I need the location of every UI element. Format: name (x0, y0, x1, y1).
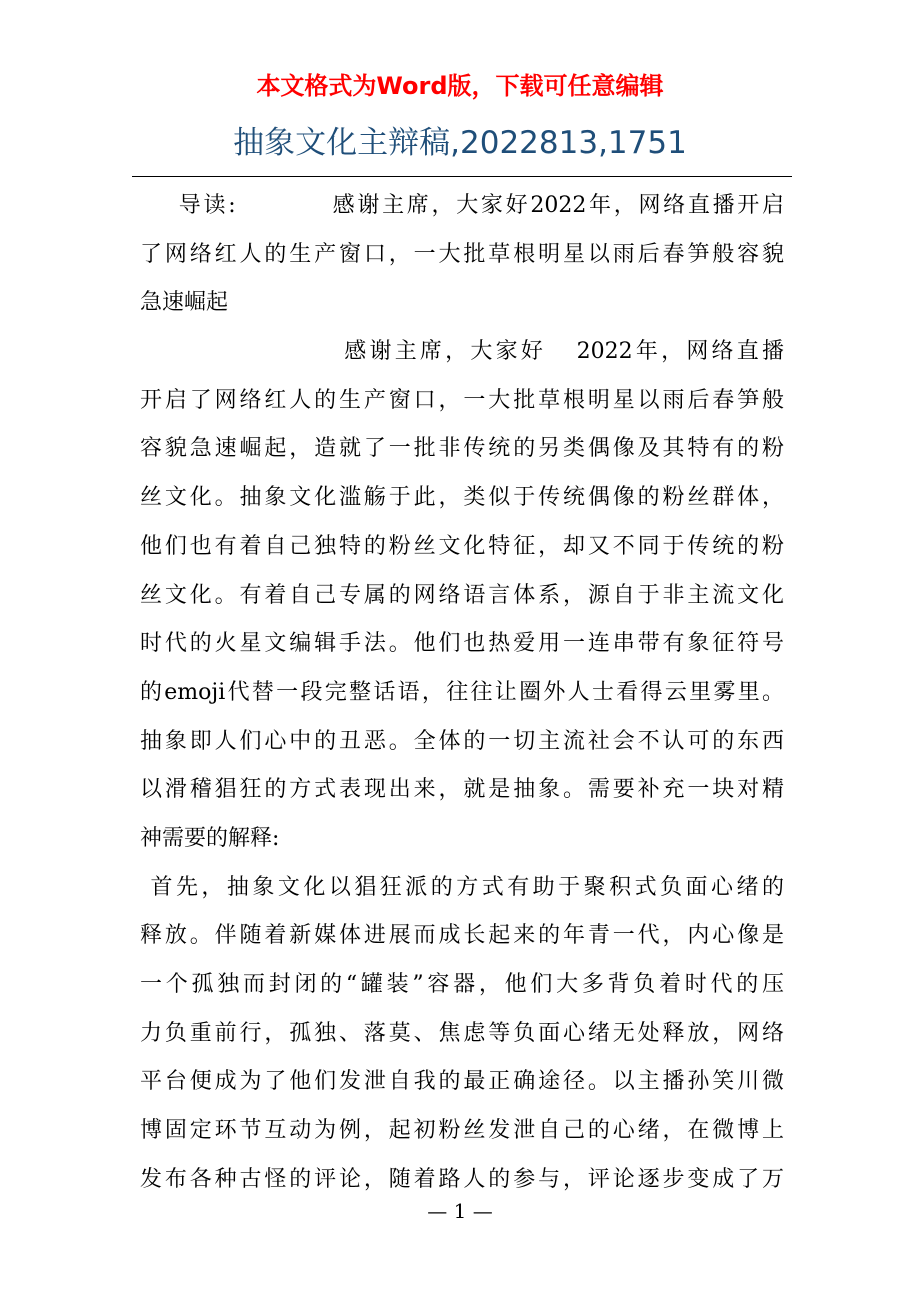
text-line: 丝文化。有着自己专属的网络语言体系，源自于非主流文化 (140, 582, 784, 608)
download-banner: 本文格式为Word版，下载可任意编辑 (256, 72, 664, 100)
text-line: 导读: 感谢主席，大家好2022年，网络直播开启 (140, 193, 784, 218)
text-line: 以滑稽猖狂的方式表现出来，就是抽象。需要补充一块对精 (140, 777, 784, 803)
text-line: 他们也有着自己独特的粉丝文化特征，却又不同于传统的粉 (140, 533, 784, 559)
text-line: 感谢主席，大家好 2022年，网络直播 (140, 339, 784, 365)
text-line: 抽象即人们心中的丑恶。全体的一切主流社会不认可的东西 (140, 728, 784, 754)
text-line: 博固定环节互动为例，起初粉丝发泄自己的心绪，在微博上 (140, 1118, 784, 1144)
text-line: 急速崛起 (140, 290, 229, 316)
text-line: 了网络红人的生产窗口，一大批草根明星以雨后春笋般容貌 (140, 241, 784, 267)
text-line: 力负重前行，孤独、落莫、焦虑等负面心绪无处释放，网络 (140, 1020, 784, 1046)
text-line: 神需要的解释: (140, 825, 280, 851)
text-line: 的emoji代替一段完整话语，往往让圈外人士看得云里雾里。 (140, 679, 784, 705)
text-line: 丝文化。抽象文化滥觞于此，类似于传统偶像的粉丝群体， (140, 485, 784, 511)
document-title: 抽象文化主辩稿,2022813,1751 (233, 125, 687, 161)
text-line: 时代的火星文编辑手法。他们也热爱用一连串带有象征符号 (140, 631, 784, 657)
text-line: 平台便成为了他们发泄自我的最正确途径。以主播孙笑川微 (140, 1069, 784, 1095)
document-body (140, 182, 784, 1204)
text-line: 容貌急速崛起，造就了一批非传统的另类偶像及其特有的粉 (140, 436, 784, 462)
title-divider (132, 176, 792, 177)
text-line: 一个孤独而封闭的“罐装”容器，他们大多背负着时代的压 (140, 972, 784, 997)
text-line: 首先，抽象文化以猖狂派的方式有助于聚积式负面心绪的 (140, 874, 784, 900)
text-line: 释放。伴随着新媒体进展而成长起来的年青一代，内心像是 (140, 923, 784, 949)
text-line: 开启了网络红人的生产窗口，一大批草根明星以雨后春笋般 (140, 387, 784, 413)
text-line: 发布各种古怪的评论，随着路人的参与，评论逐步变成了万 (140, 1166, 784, 1192)
page-number: — 1 — (427, 1199, 493, 1223)
